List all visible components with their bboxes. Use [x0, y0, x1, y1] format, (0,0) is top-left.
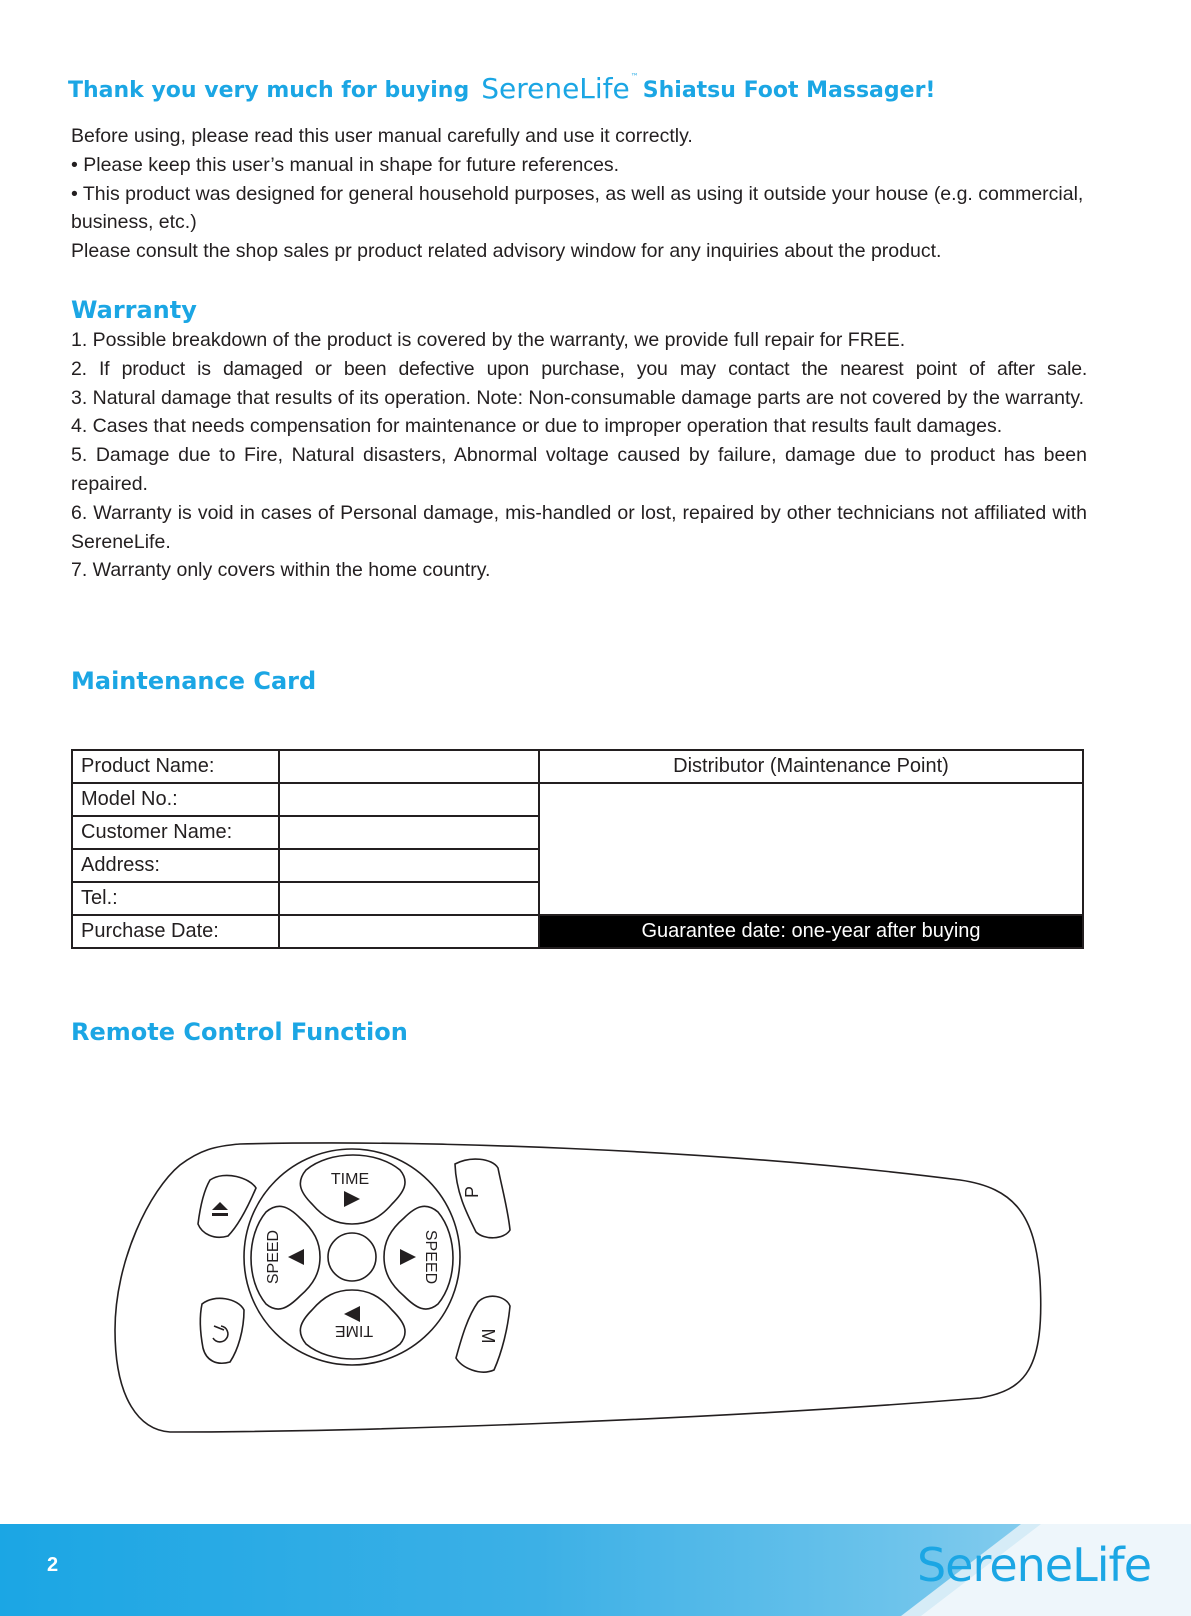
m-button-label: M	[478, 1328, 498, 1344]
power-button[interactable]	[200, 1298, 244, 1363]
warranty-item: 5. Damage due to Fire, Natural disasters, Abnormal voltage caused by failure, damage due to product has been repaired.	[71, 444, 1087, 495]
field-model-no[interactable]	[279, 783, 539, 816]
warranty-item: 4. Cases that needs compensation for maintenance or due to improper operation that results fault damages.	[71, 415, 1003, 438]
time-up-button[interactable]	[300, 1155, 405, 1224]
remote-control-diagram	[110, 1140, 1070, 1456]
distributor-box[interactable]	[539, 783, 1083, 915]
p-button[interactable]	[455, 1159, 510, 1238]
warranty-item: 2. If product is damaged or been defective upon purchase, you may contact the nearest point of after sale.	[71, 357, 1087, 380]
field-product-name[interactable]	[279, 750, 539, 783]
speed-right-button[interactable]	[384, 1206, 453, 1309]
m-button[interactable]	[456, 1296, 510, 1372]
eject-icon	[212, 1202, 228, 1216]
field-address[interactable]	[279, 849, 539, 882]
remote-body	[115, 1143, 1041, 1432]
intro-text	[71, 122, 1121, 266]
brand-inline-logo: SereneLife™	[481, 72, 639, 105]
triangle-right-icon	[344, 1191, 360, 1207]
speed-left-button[interactable]	[251, 1206, 320, 1309]
label-product-name: Product Name:	[72, 750, 279, 783]
intro-title-after: Shiatsu Foot Massager!	[642, 78, 936, 103]
serenelife-logo: SereneLife	[916, 1538, 1151, 1592]
field-customer-name[interactable]	[279, 816, 539, 849]
remote-heading: Remote Control Function	[71, 1018, 408, 1046]
triangle-down-icon	[400, 1249, 416, 1265]
speed-left-label: SPEED	[265, 1229, 282, 1285]
intro-line: Please consult the shop sales pr product related advisory window for any inquiries about the product.	[71, 240, 942, 263]
center-button[interactable]	[328, 1233, 376, 1281]
field-tel[interactable]	[279, 882, 539, 915]
warranty-item: 3. Natural damage that results of its operation. Note: Non-consumable damage parts are not covered by the warranty.	[71, 386, 1085, 409]
speed-right-label: SPEED	[422, 1229, 439, 1285]
intro-line: Before using, please read this user manual carefully and use it correctly.	[71, 125, 693, 147]
time-down-button[interactable]	[300, 1290, 405, 1359]
warranty-list	[71, 326, 1087, 585]
page-number: 2	[47, 1554, 59, 1576]
label-model-no: Model No.:	[72, 783, 279, 816]
label-tel: Tel.:	[72, 882, 279, 915]
time-down-label: TIME	[334, 1322, 374, 1339]
intro-line: • Please keep this user’s manual in shape for future references.	[71, 153, 620, 176]
warranty-item: 7. Warranty only covers within the home country.	[71, 559, 491, 582]
guarantee-banner: Guarantee date: one-year after buying	[539, 915, 1083, 948]
intro-title-before: Thank you very much for buying	[68, 78, 470, 103]
label-address: Address:	[72, 849, 279, 882]
distributor-header: Distributor (Maintenance Point)	[539, 750, 1083, 783]
maintenance-heading: Maintenance Card	[71, 667, 317, 695]
p-button-label: P	[462, 1185, 482, 1199]
power-icon	[213, 1326, 228, 1342]
maintenance-card-table	[71, 749, 1084, 949]
intro-title	[68, 74, 935, 107]
warranty-item: 6. Warranty is void in cases of Personal damage, mis-handled or lost, repaired by other technicians not affiliated with SereneLife.	[71, 501, 1087, 553]
warranty-heading: Warranty	[71, 296, 197, 324]
time-up-label: TIME	[330, 1171, 370, 1188]
triangle-left-icon	[344, 1306, 360, 1322]
footer-band	[0, 1524, 1191, 1616]
field-purchase-date[interactable]	[279, 915, 539, 948]
label-purchase-date: Purchase Date:	[72, 915, 279, 948]
warranty-item: 1. Possible breakdown of the product is covered by the warranty, we provide full repair for FREE.	[71, 329, 906, 351]
intro-line: • This product was designed for general household purposes, as well as using it outside your house (e.g. commercial, business, etc.)	[71, 182, 1084, 234]
label-customer-name: Customer Name:	[72, 816, 279, 849]
triangle-up-icon	[288, 1249, 304, 1265]
